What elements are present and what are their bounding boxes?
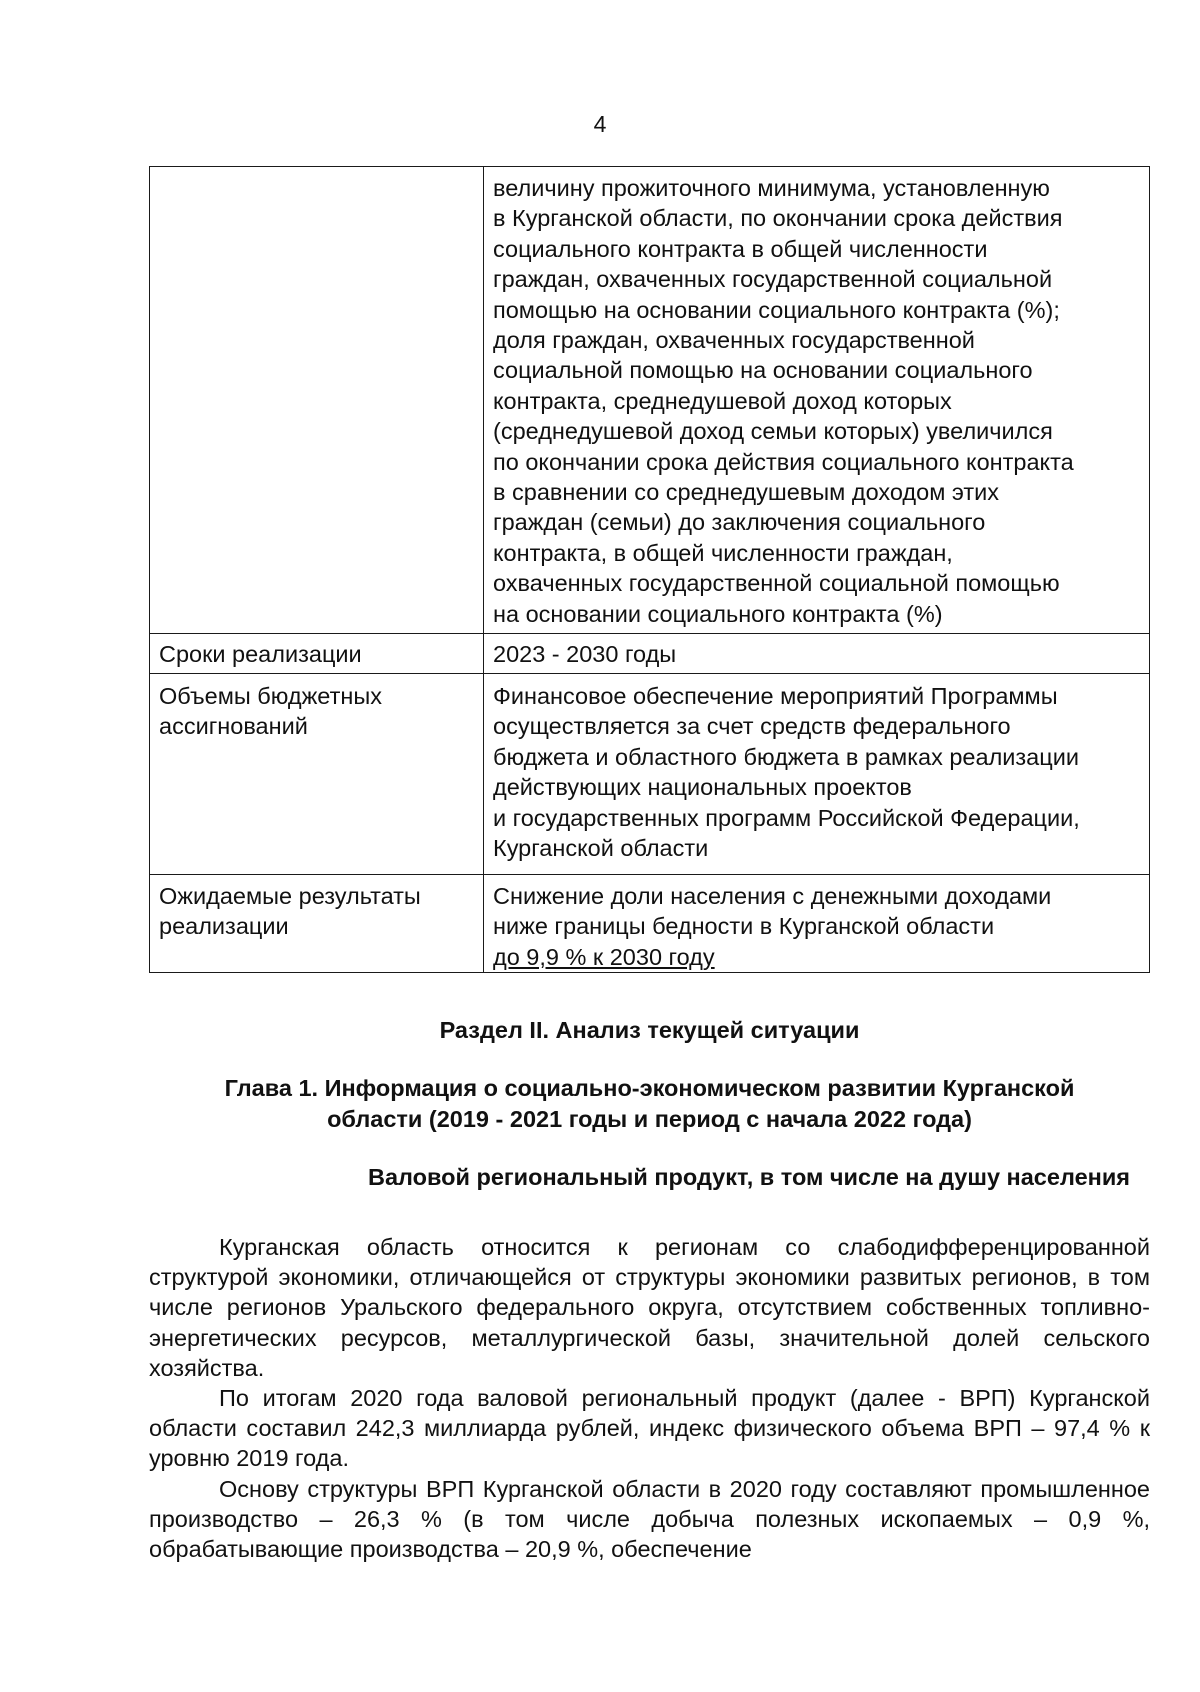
- indicator-text-line: граждан (семьи) до заключения социального: [493, 509, 986, 536]
- table-cell-indicators: [484, 167, 1150, 634]
- budget-text-line: осуществляется за счет средств федерального: [493, 713, 1011, 740]
- section-heading: Раздел II. Анализ текущей ситуации: [439, 1017, 860, 1043]
- table-row-terms: [150, 634, 1150, 674]
- terms-text-line: 2023 - 2030 годы: [493, 641, 677, 667]
- indicator-text-line: величину прожиточного минимума, установленную: [493, 175, 1050, 201]
- indicator-text-line: помощью на основании социального контракта (%);: [493, 296, 1060, 323]
- body-paragraph: Курганская область относится к регионам со слабодифференцированной структурой экономики, отличающейся от структуры экономики развитых регионов, в том числе регионов Уральского федерального округа, отсутствием собственных топливно-энергетических ресурсов, металлургической базы, значительной долей сельского хозяйства.: [149, 1234, 1150, 1381]
- table-cell-terms-label: Сроки реализации: [150, 634, 484, 674]
- table-cell-results-label: Ожидаемые результаты реализации: [150, 875, 484, 973]
- body-paragraph: Основу структуры ВРП Курганской области в 2020 году составляют промышленное производство – 26,3 % (в том числе добыча полезных ископаемых – 0,9 %, обрабатывающие производства – 20,9 %, обеспечение: [149, 1475, 1150, 1563]
- indicator-text-line: (среднедушевой доход семьи которых) увеличился: [493, 418, 1053, 445]
- indicator-text-line: социального контракта в общей численности: [493, 235, 988, 262]
- indicator-text-line: в Курганской области, по окончании срока действия: [493, 205, 1063, 232]
- indicator-text-line: доля граждан, охваченных государственной: [493, 327, 975, 354]
- table-row-results: [150, 875, 1150, 973]
- table-row-indicators: [150, 167, 1150, 634]
- indicator-text-line: контракта, в общей численности граждан,: [493, 539, 953, 566]
- budget-text-line: бюджета и областного бюджета в рамках реализации: [493, 743, 1079, 770]
- indicator-text-line: в сравнении со среднедушевым доходом этих: [493, 479, 1000, 506]
- chapter-heading: [149, 1073, 1150, 1135]
- results-text-line: Снижение доли населения с денежными доходами: [493, 883, 1052, 909]
- table-cell-budget-label: Объемы бюджетных ассигнований: [150, 674, 484, 875]
- budget-text-line: Курганской области: [493, 835, 709, 862]
- table-cell-label-empty: [150, 167, 484, 634]
- indicator-text-line: контракта, среднедушевой доход которых: [493, 387, 952, 414]
- indicator-text-line: охваченных государственной социальной помощью: [493, 570, 1060, 597]
- budget-text-line: и государственных программ Российской Федерации,: [493, 804, 1080, 831]
- indicator-text-line: граждан, охваченных государственной социальной: [493, 266, 1053, 293]
- budget-text-line: действующих национальных проектов: [493, 774, 912, 801]
- table-cell-results-value: [484, 875, 1150, 973]
- table-cell-budget-value: [484, 674, 1150, 875]
- table-row-budget: [150, 674, 1150, 875]
- indicator-text-line: социальной помощью на основании социального: [493, 357, 1033, 384]
- budget-text-line: Финансовое обеспечение мероприятий Программы: [493, 683, 1058, 709]
- subchapter-heading: Валовой региональный продукт, в том числе на душу населения: [367, 1164, 1130, 1190]
- page-number: 4: [593, 111, 607, 137]
- body-text: [149, 1232, 1150, 1564]
- results-text-line: ниже границы бедности в Курганской области: [493, 913, 995, 940]
- program-passport-table: [149, 166, 1150, 973]
- indicator-text-line: по окончании срока действия социального контракта: [493, 448, 1074, 475]
- indicator-text-line: на основании социального контракта (%): [493, 600, 943, 627]
- body-paragraph: По итогам 2020 года валовой региональный продукт (далее - ВРП) Курганской области составил 242,3 миллиарда рублей, индекс физического объема ВРП – 97,4 % к уровню 2019 года.: [149, 1385, 1150, 1472]
- chapter-heading-line: области (2019 - 2021 годы и период с начала 2022 года): [327, 1106, 972, 1132]
- table-cell-terms-value: [484, 634, 1150, 674]
- results-text-line: до 9,9 % к 2030 году: [493, 943, 715, 970]
- chapter-heading-line: Глава 1. Информация о социально-экономическом развитии Курганской: [224, 1075, 1075, 1101]
